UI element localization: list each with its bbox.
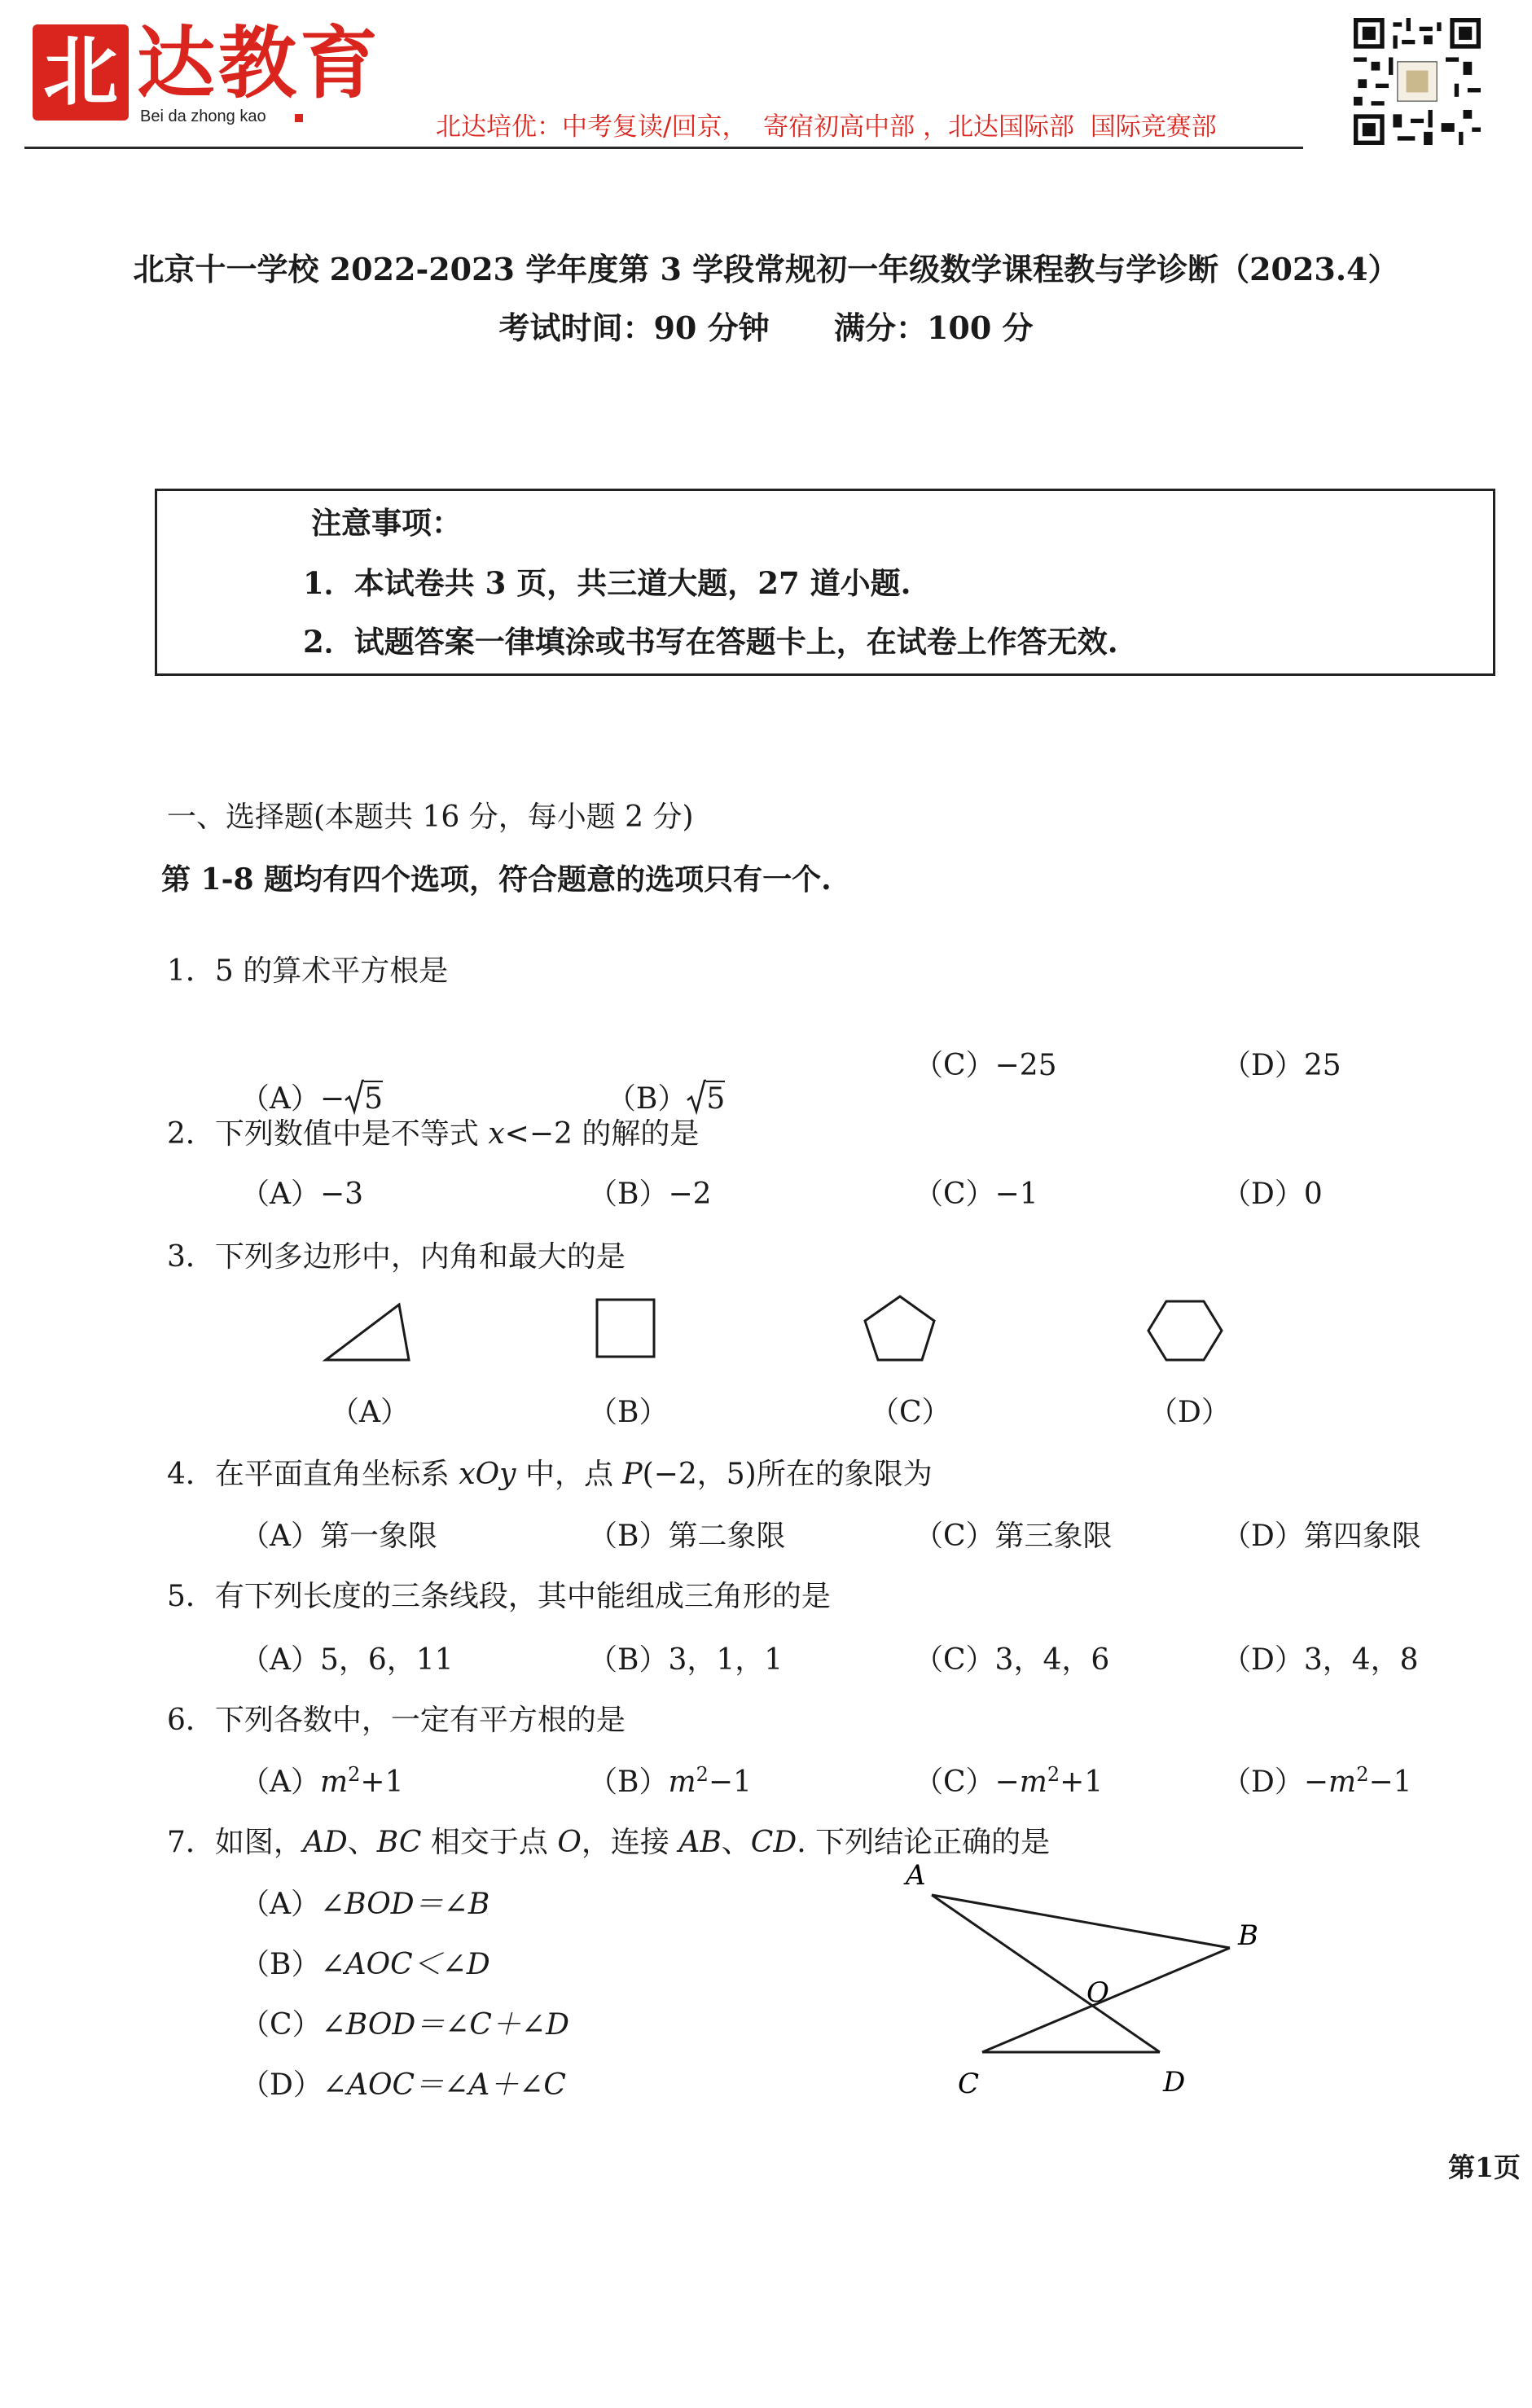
brand-pinyin: Bei da zhong kao bbox=[140, 107, 266, 125]
option-label: （A） bbox=[239, 1082, 320, 1116]
notice-heading: 注意事项： bbox=[311, 505, 462, 541]
header-divider bbox=[24, 147, 1303, 149]
brand-dot bbox=[295, 114, 303, 122]
q3-label-b: （B） bbox=[588, 1396, 669, 1429]
triangle-figure bbox=[309, 1295, 424, 1368]
q3-label-a: （A） bbox=[330, 1396, 410, 1429]
radical-icon bbox=[345, 1079, 364, 1115]
q5-option-a: （A）5，6，11 bbox=[240, 1643, 454, 1677]
q1-option-a bbox=[222, 1042, 383, 1117]
q4-option-b: （B）第二象限 bbox=[588, 1520, 786, 1553]
q7-option-b: （B）∠AOC＜∠D bbox=[240, 1948, 490, 1981]
question-5-stem: 5．有下列长度的三条线段，其中能组成三角形的是 bbox=[167, 1580, 831, 1613]
question-2-stem: 2．下列数值中是不等式 x<−2 的解的是 bbox=[167, 1117, 700, 1151]
q1-option-c: （C）−25 bbox=[914, 1049, 1057, 1082]
geometry-figure bbox=[888, 1849, 1279, 2117]
radicand: 5 bbox=[706, 1082, 726, 1116]
brand-name: 达教育 bbox=[137, 17, 381, 109]
exam-info: 考试时间：90 分钟 满分：100 分 bbox=[498, 309, 1034, 346]
point-d-label: D bbox=[1163, 2066, 1186, 2099]
q7-option-d: （D）∠AOC＝∠A＋∠C bbox=[240, 2068, 566, 2102]
radical-icon bbox=[687, 1079, 706, 1115]
point-o-label: O bbox=[1086, 1976, 1109, 2009]
minus-sign: − bbox=[319, 1082, 345, 1116]
notice-item-2: 2．试题答案一律填涂或书写在答题卡上，在试卷上作答无效. bbox=[303, 624, 1118, 660]
pentagon-figure bbox=[855, 1288, 945, 1378]
radicand: 5 bbox=[364, 1082, 383, 1116]
segment-ab bbox=[932, 1895, 1230, 1948]
q5-option-c: （C）3，4，6 bbox=[914, 1643, 1110, 1677]
q2-option-b: （B）−2 bbox=[588, 1178, 712, 1211]
section-instruction: 第 1-8 题均有四个选项，符合题意的选项只有一个. bbox=[161, 862, 832, 897]
q7-option-c: （C）∠BOD＝∠C＋∠D bbox=[240, 2008, 569, 2042]
q5-option-d: （D）3，4，8 bbox=[1222, 1643, 1419, 1677]
q3-label-c: （C） bbox=[870, 1396, 951, 1429]
q4-option-d: （D）第四象限 bbox=[1222, 1520, 1421, 1553]
hexagon-figure bbox=[1137, 1288, 1235, 1378]
page-number: 第1页 bbox=[1448, 2151, 1521, 2183]
option-label: （B） bbox=[606, 1082, 687, 1116]
qr-code-icon bbox=[1354, 18, 1481, 145]
q1-option-d: （D）25 bbox=[1222, 1049, 1341, 1082]
point-a-label: A bbox=[906, 1859, 926, 1892]
square-figure bbox=[585, 1288, 674, 1378]
q7-option-a: （A）∠BOD＝∠B bbox=[240, 1888, 490, 1921]
q2-option-c: （C）−1 bbox=[914, 1178, 1038, 1211]
question-6-stem: 6．下列各数中，一定有平方根的是 bbox=[167, 1704, 626, 1737]
q2-option-a: （A）−3 bbox=[240, 1178, 364, 1211]
question-1-stem: 1．5 的算术平方根是 bbox=[167, 954, 449, 988]
question-3-stem: 3．下列多边形中，内角和最大的是 bbox=[167, 1240, 626, 1274]
q4-option-a: （A）第一象限 bbox=[240, 1520, 437, 1553]
brand-logo: 北 bbox=[33, 24, 129, 121]
q3-label-d: （D） bbox=[1148, 1396, 1231, 1429]
point-c-label: C bbox=[958, 2068, 980, 2100]
q6-option-d: $(D)-m^2-1$ bbox=[1222, 1763, 1412, 1799]
question-7-stem: 7．如图，AD、BC 相交于点 O，连接 AB、CD. 下列结论正确的是 bbox=[167, 1826, 1051, 1859]
segment-ad bbox=[932, 1895, 1160, 2052]
q6-option-c: $(C)-m^2+1$ bbox=[914, 1763, 1104, 1799]
q4-option-c: （C）第三象限 bbox=[914, 1520, 1113, 1553]
notice-item-1: 1．本试卷共 3 页，共三道大题，27 道小题. bbox=[303, 565, 911, 601]
q2-option-d: （D）0 bbox=[1222, 1178, 1323, 1211]
section-title: 一、选择题(本题共 16 分，每小题 2 分) bbox=[167, 800, 694, 834]
q5-option-b: （B）3，1，1 bbox=[588, 1643, 784, 1677]
point-b-label: B bbox=[1238, 1919, 1258, 1952]
exam-title: 北京十一学校 2022-2023 学年度第 3 学段常规初一年级数学课程教与学诊断（2023.4） bbox=[133, 251, 1399, 287]
header-slogan: 北达培优：中考复读/回京， 寄宿初高中部 ，北达国际部 国际竞赛部 bbox=[436, 112, 1217, 142]
q6-option-b: $(B)m^2-1$ bbox=[588, 1763, 752, 1799]
q1-option-b bbox=[588, 1042, 725, 1117]
q6-option-a: $(A)m^2+1$ bbox=[240, 1763, 404, 1799]
question-4-stem: 4．在平面直角坐标系 xOy 中，点 P(−2，5)所在的象限为 bbox=[167, 1458, 933, 1491]
